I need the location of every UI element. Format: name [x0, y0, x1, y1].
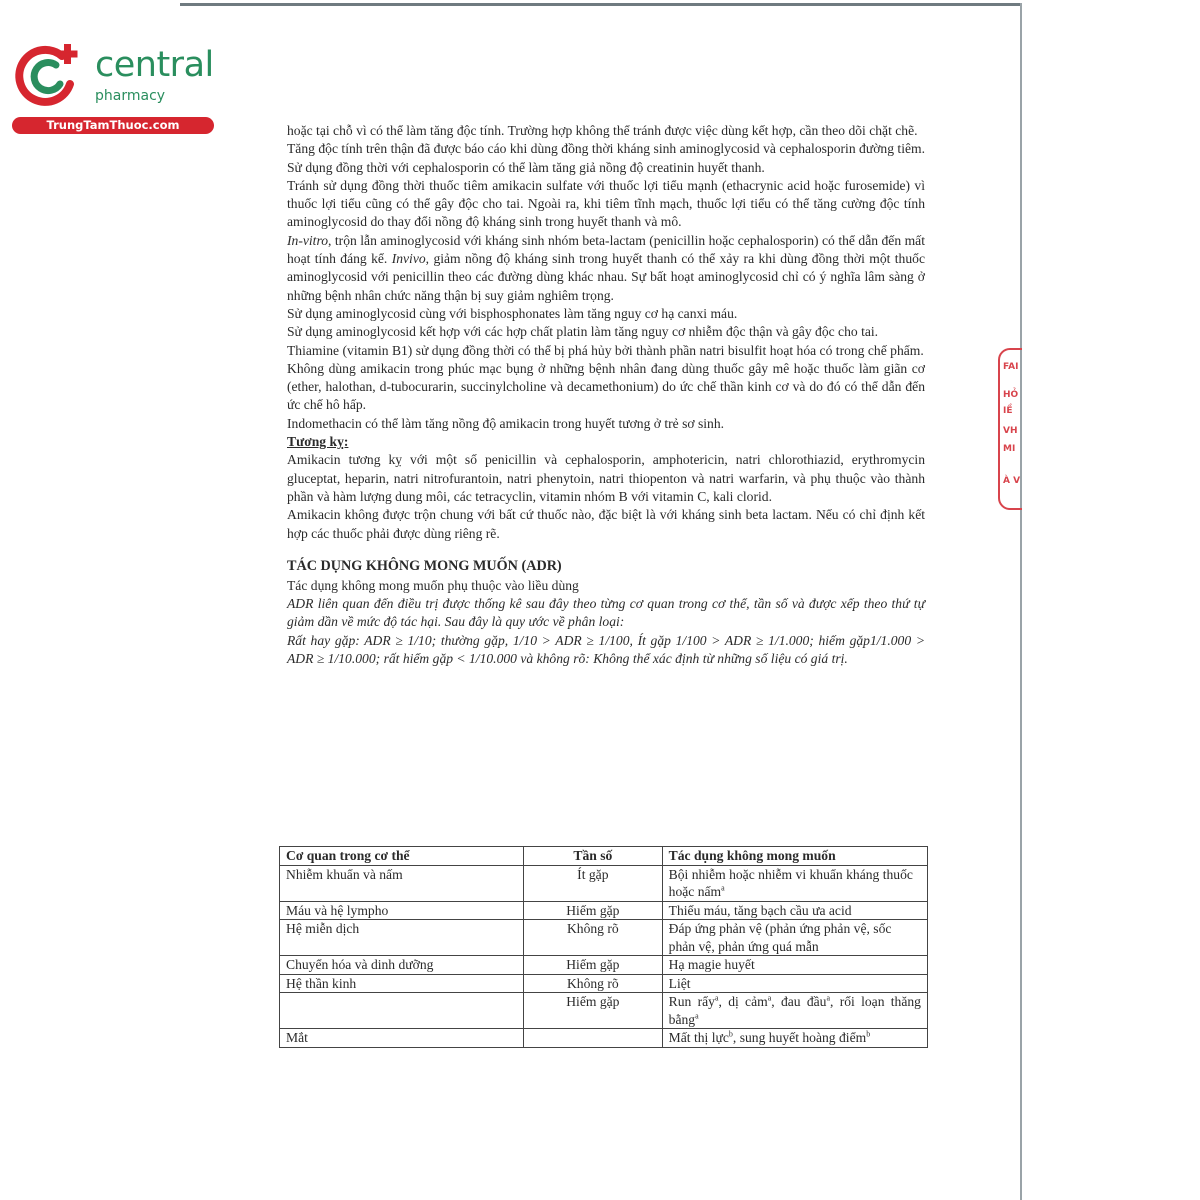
- paragraph-text: , giảm nồng độ kháng sinh trong huyết thanh có thể xảy ra khi dùng đồng thời một thuốc aminoglycosid với penicillin theo các đường dùng khác nhau. Sự bất hoạt aminoglycosid chỉ có ý nghĩa lâm sàng ở những bệnh nhân chức năng thận bị suy giảm nghiêm trọng.: [287, 251, 925, 303]
- frequency-cell: Hiếm gặp: [524, 993, 663, 1029]
- paragraph: Tác dụng không mong muốn phụ thuộc vào liều dùng: [287, 577, 579, 593]
- effect-text: , đau đầu: [771, 994, 827, 1009]
- effect-text: , dị cảm: [718, 994, 768, 1009]
- organ-cell: Hệ miễn dịch: [280, 920, 524, 956]
- effect-text: Bội nhiễm hoặc nhiễm vi khuẩn kháng thuốc hoặc nấm: [668, 866, 913, 899]
- paragraph: Indomethacin có thể làm tăng nồng độ amikacin trong huyết tương ở trẻ sơ sinh.: [287, 415, 725, 431]
- effect-cell: Đáp ứng phản vệ (phản ứng phản vệ, sốc phản vệ, phản ứng quá mẫn: [662, 920, 927, 956]
- stamp-text: FAI: [1003, 362, 1019, 372]
- paragraph: Tránh sử dụng đồng thời thuốc tiêm amikacin sulfate với thuốc lợi tiểu mạnh (ethacrynic acid hoặc furosemide) vì thuốc lợi tiểu cũng có thể gây độc cho tai. Ngoài ra, khi tiêm tĩnh mạch, thuốc lợi tiểu có thể tăng cường độc tính aminoglycosid do thay đổi nồng độ kháng sinh trong huyết thanh và mô.: [287, 177, 925, 230]
- table-row: [280, 865, 928, 901]
- effect-cell: Thiếu máu, tăng bạch cầu ưa acid: [662, 901, 927, 920]
- stamp-text: HỎ: [1003, 390, 1019, 400]
- paragraph: hoặc tại chỗ vì có thể làm tăng độc tính. Trường hợp không thể tránh được việc dùng kết hợp, cần theo dõi chặt chẽ.: [287, 123, 918, 138]
- effect-cell: Hạ magie huyết: [662, 956, 927, 975]
- table-row: [280, 974, 928, 993]
- table-header-row: [280, 847, 928, 866]
- paragraph: Thiamine (vitamin B1) sử dụng đồng thời có thể bị phá hủy bởi thành phần natri bisulfit hoạt hóa có trong chế phẩm.: [287, 342, 924, 358]
- incompatibility-title-text: Tương kỵ:: [287, 434, 349, 450]
- paragraph: Sử dụng aminoglycosid kết hợp với các hợp chất platin làm tăng nguy cơ nhiễm độc thận và gây độc cho tai.: [287, 324, 879, 340]
- table-row: [280, 901, 928, 920]
- term-invitro: In-vitro: [287, 232, 329, 248]
- footnote-mark: b: [728, 1029, 733, 1039]
- paragraph: Amikacin tương kỵ với một số penicillin và cephalosporin, amphotericin, natri chlorothiazid, erythromycin gluceptat, heparin, natri nitrofurantoin, natri phenytoin, natri thiopenton và natri warfarin, và phụ thuộc vào thành phần và hàm lượng dung môi, các tetracyclin, vitamin nhóm B với vitamin C, kali clorid.: [287, 452, 925, 504]
- paragraph-text: , trộn lẫn aminoglycosid với kháng sinh nhóm beta-lactam (penicillin hoặc cephalosporin) có thể dẫn đến mất hoạt tính đáng kể.: [287, 232, 925, 267]
- effect-cell: Liệt: [662, 974, 927, 993]
- column-header: Tác dụng không mong muốn: [662, 847, 927, 866]
- incompatibility-title: [287, 433, 925, 451]
- brand-tagline: pharmacy: [95, 88, 166, 104]
- footnote-mark: b: [866, 1029, 871, 1039]
- effect-cell: [662, 1029, 927, 1048]
- footnote-mark: a: [695, 1010, 699, 1020]
- red-stamp: [995, 348, 1022, 510]
- organ-cell: Nhiễm khuẩn và nấm: [280, 865, 524, 901]
- effect-text: Run rẩy: [668, 994, 715, 1009]
- term-invivo: Invivo: [391, 251, 426, 267]
- effect-cell: [662, 865, 927, 901]
- column-header: Tần số: [524, 847, 663, 866]
- table-row: [280, 993, 928, 1029]
- frequency-cell: Hiếm gặp: [524, 901, 663, 920]
- brand-logo[interactable]: [8, 36, 213, 136]
- effect-text: Mất thị lực: [668, 1030, 729, 1045]
- column-header: Cơ quan trong cơ thể: [280, 847, 524, 866]
- organ-cell: Mắt: [280, 1029, 524, 1048]
- classification-note: ADR liên quan đến điều trị được thống kê sau đây theo từng cơ quan trong cơ thể, tần số và được xếp theo thứ tự giảm dần về mức độ tác hại. Sau đây là quy ước về phân loại:: [287, 596, 925, 630]
- pharmacy-cross-icon: [12, 40, 84, 112]
- paragraph: Không dùng amikacin trong phúc mạc bụng ở những bệnh nhân đang dùng thuốc gây mê hoặc thuốc làm giãn cơ (ether, halothan, d-tubocurarin, succinylcholine và decamethonium) do ức chế thần kinh cơ và do đó có thể dẫn đến ức chế hô hấp.: [287, 360, 925, 413]
- footnote-mark: a: [721, 883, 725, 893]
- stamp-text: VH: [1003, 426, 1018, 436]
- frequency-cell: Ít gặp: [524, 865, 663, 901]
- brand-website[interactable]: TrungTamThuoc.com: [12, 117, 214, 134]
- organ-cell: Hệ thần kinh: [280, 974, 524, 993]
- footnote-mark: a: [767, 993, 772, 1003]
- section-heading: TÁC DỤNG KHÔNG MONG MUỐN (ADR): [287, 557, 562, 574]
- footnote-mark: a: [826, 993, 831, 1003]
- paragraph: Sử dụng aminoglycosid cùng với bisphosphonates làm tăng nguy cơ hạ canxi máu.: [287, 305, 738, 321]
- adr-table: [279, 846, 928, 1048]
- effect-text: , rối loạn thăng bằng: [668, 994, 921, 1027]
- organ-cell: Máu và hệ lympho: [280, 901, 524, 920]
- stamp-text: À V: [1003, 476, 1021, 486]
- top-border-line: [180, 3, 1022, 6]
- table-row: [280, 920, 928, 956]
- table-row: [280, 1029, 928, 1048]
- document-body: [287, 122, 925, 668]
- frequency-cell: Hiếm gặp: [524, 956, 663, 975]
- effect-text: , sung huyết hoàng điểm: [732, 1030, 867, 1045]
- table-row: [280, 956, 928, 975]
- stamp-text: MI: [1003, 444, 1016, 454]
- brand-name: central: [95, 45, 214, 85]
- paragraph: Tăng độc tính trên thận đã được báo cáo khi dùng đồng thời kháng sinh aminoglycosid và cephalosporin đường tiêm. Sử dụng đồng thời với cephalosporin có thể làm tăng giả nồng độ creatinin huyết thanh.: [287, 141, 925, 175]
- organ-cell: Chuyển hóa và dinh dưỡng: [280, 956, 524, 975]
- stamp-text: IỀ: [1003, 406, 1013, 416]
- frequency-cell: [524, 1029, 663, 1048]
- right-border-line: [1020, 3, 1022, 1200]
- paragraph: Amikacin không được trộn chung với bất cứ thuốc nào, đặc biệt là với kháng sinh beta lactam. Nếu có chỉ định kết hợp các thuốc phải được dùng riêng rẽ.: [287, 507, 925, 541]
- classification-note: Rất hay gặp: ADR ≥ 1/10; thường gặp, 1/10 > ADR ≥ 1/100, Ít gặp 1/100 > ADR ≥ 1/1.000; hiếm gặp1/1.000 > ADR ≥ 1/10.000; rất hiếm gặp < 1/10.000 và không rõ: Không thể xác định từ những số liệu có giá trị.: [287, 632, 925, 667]
- invitro-paragraph: [287, 232, 925, 305]
- frequency-cell: Không rõ: [524, 974, 663, 993]
- organ-cell: [280, 993, 524, 1029]
- frequency-cell: Không rõ: [524, 920, 663, 956]
- footnote-mark: a: [714, 993, 719, 1003]
- effect-cell: [662, 993, 927, 1029]
